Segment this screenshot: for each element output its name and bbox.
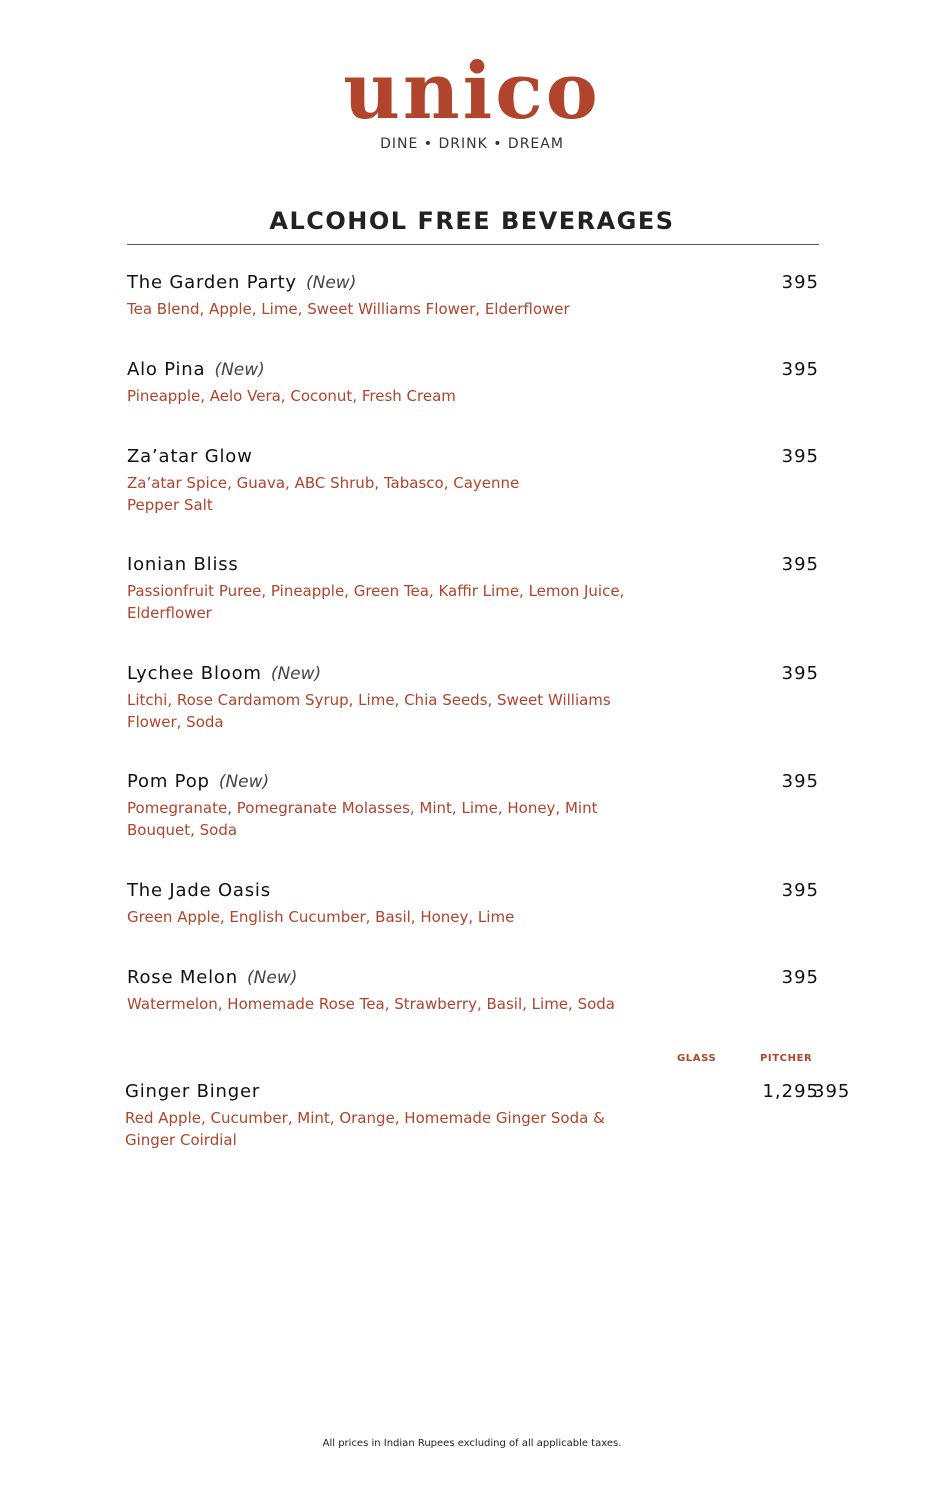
- item-price: 395: [781, 771, 819, 792]
- menu-item: [127, 554, 819, 624]
- item-new-tag: (New): [247, 968, 298, 988]
- item-new-tag: (New): [214, 360, 265, 380]
- item-name: The Garden Party: [127, 272, 297, 293]
- item-price: 395: [781, 880, 819, 901]
- menu-item: [127, 967, 819, 1015]
- item-description: Litchi, Rose Cardamom Syrup, Lime, Chia Seeds, Sweet Williams Flower, Soda: [127, 691, 611, 731]
- brand-logo: unico: [343, 46, 601, 137]
- item-name: Ginger Binger: [125, 1081, 261, 1102]
- menu-item: [127, 359, 819, 407]
- item-name: Lychee Bloom: [127, 663, 262, 684]
- item-description: Red Apple, Cucumber, Mint, Orange, Homemade Ginger Soda & Ginger Coirdial: [125, 1109, 605, 1149]
- glass-price: 395: [813, 1081, 851, 1102]
- menu-item: [127, 272, 819, 320]
- item-price: 395: [781, 446, 819, 467]
- item-description: Za’atar Spice, Guava, ABC Shrub, Tabasco, Cayenne Pepper Salt: [127, 474, 520, 514]
- item-new-tag: (New): [305, 273, 357, 293]
- item-price: 395: [781, 359, 819, 380]
- item-description: Green Apple, English Cucumber, Basil, Honey, Lime: [127, 908, 515, 926]
- item-price: 395: [781, 663, 819, 684]
- item-description: Tea Blend, Apple, Lime, Sweet Williams Flower, Elderflower: [127, 300, 570, 318]
- pitcher-price: 1,295: [762, 1081, 819, 1102]
- item-description: Watermelon, Homemade Rose Tea, Strawberry, Basil, Lime, Soda: [127, 995, 615, 1013]
- item-description: Passionfruit Puree, Pineapple, Green Tea, Kaffir Lime, Lemon Juice, Elderflower: [127, 582, 625, 622]
- menu-item: [127, 446, 819, 516]
- menu-item: [127, 771, 819, 841]
- brand-header: [0, 48, 944, 152]
- brand-tagline: DINE • DRINK • DREAM: [380, 136, 564, 152]
- item-price: 395: [781, 967, 819, 988]
- item-name: Alo Pina: [127, 359, 206, 380]
- item-name: Ionian Bliss: [127, 554, 239, 575]
- item-name: Rose Melon: [127, 967, 238, 988]
- item-name: Pom Pop: [127, 771, 210, 792]
- price-column-headers: [0, 1053, 944, 1069]
- glass-column-label: GLASS: [677, 1053, 717, 1064]
- item-description: Pineapple, Aelo Vera, Coconut, Fresh Cream: [127, 387, 456, 405]
- footer-note: All prices in Indian Rupees excluding of all applicable taxes.: [322, 1438, 622, 1449]
- pitcher-column-label: PITCHER: [760, 1053, 813, 1064]
- item-price: 395: [781, 554, 819, 575]
- item-new-tag: (New): [270, 664, 322, 684]
- section-title: ALCOHOL FREE BEVERAGES: [269, 207, 675, 235]
- menu-item: [127, 663, 819, 733]
- item-name: The Jade Oasis: [127, 880, 271, 901]
- menu-item-special: [125, 1081, 851, 1151]
- item-new-tag: (New): [218, 772, 270, 792]
- item-price: 395: [781, 272, 819, 293]
- menu-item: [127, 880, 819, 928]
- section-divider: [127, 244, 819, 245]
- item-name: Za’atar Glow: [127, 446, 253, 467]
- item-description: Pomegranate, Pomegranate Molasses, Mint, Lime, Honey, Mint Bouquet, Soda: [127, 799, 598, 839]
